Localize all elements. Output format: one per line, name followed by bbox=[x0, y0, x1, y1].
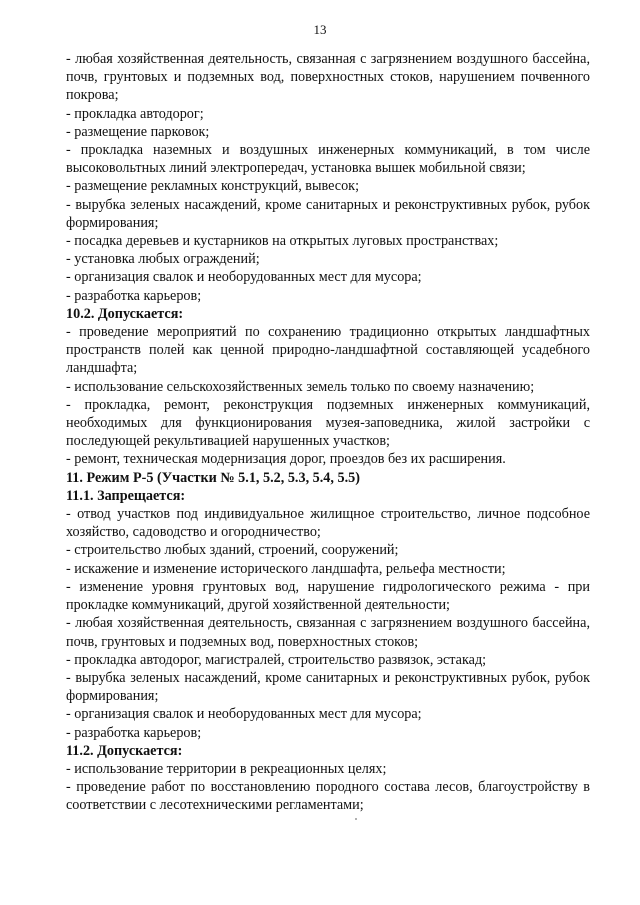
list-item: - использование территории в рекреационных целях; bbox=[66, 760, 387, 777]
list-item: - разработка карьеров; bbox=[66, 287, 202, 304]
list-item: - прокладка наземных и воздушных инженерных коммуникаций, в том числе высоковольтных линий электропередач, установка вышек мобильной связи; bbox=[66, 142, 590, 177]
section-heading: 11. Режим Р-5 (Участки № 5.1, 5.2, 5.3, 5.4, 5.5) bbox=[66, 469, 360, 486]
list-item: - размещение рекламных конструкций, вывесок; bbox=[66, 178, 360, 195]
section-heading: 11.1. Запрещается: bbox=[66, 487, 186, 504]
list-item: - изменение уровня грунтовых вод, нарушение гидрологического режима - при прокладке коммуникаций, другой хозяйственной деятельности; bbox=[66, 578, 590, 614]
scan-speck bbox=[355, 818, 357, 820]
document-body bbox=[66, 50, 590, 815]
list-item: - прокладка автодорог, магистралей, строительство развязок, эстакад; bbox=[66, 651, 487, 668]
list-item: - посадка деревьев и кустарников на открытых луговых пространствах; bbox=[66, 233, 499, 250]
list-item: - любая хозяйственная деятельность, связанная с загрязнением воздушного бассейна, почв, грунтовых и подземных вод, поверхностных стоков, нарушением почвенного покрова; bbox=[66, 51, 590, 104]
list-item: - проведение мероприятий по сохранению традиционно открытых ландшафтных пространств полей как ценной природно-ландшафтной составляющей усадебного ландшафта; bbox=[66, 324, 590, 377]
list-item: - отвод участков под индивидуальное жилищное строительство, личное подсобное хозяйство, садоводство и огородничество; bbox=[66, 506, 590, 541]
list-item: - строительство любых зданий, строений, сооружений; bbox=[66, 542, 399, 559]
section-heading: 11.2. Допускается: bbox=[66, 742, 183, 759]
list-item: - организация свалок и необорудованных мест для мусора; bbox=[66, 269, 422, 286]
list-item: - использование сельскохозяйственных земель только по своему назначению; bbox=[66, 378, 535, 395]
list-item: - проведение работ по восстановлению породного состава лесов, благоустройству в соответствии с лесотехническими регламентами; bbox=[66, 779, 590, 814]
list-item: - организация свалок и необорудованных мест для мусора; bbox=[66, 706, 422, 723]
list-item: - искажение и изменение исторического ландшафта, рельефа местности; bbox=[66, 560, 506, 577]
list-item: - установка любых ограждений; bbox=[66, 251, 260, 268]
list-item: - разработка карьеров; bbox=[66, 724, 202, 741]
page-number: 13 bbox=[313, 22, 327, 37]
list-item: - прокладка автодорог; bbox=[66, 105, 204, 122]
list-item: - вырубка зеленых насаждений, кроме санитарных и реконструктивных рубок, рубок формирования; bbox=[66, 196, 590, 231]
list-item: - любая хозяйственная деятельность, связанная с загрязнением воздушного бассейна, почв, грунтовых и подземных вод, поверхностных стоков; bbox=[66, 615, 590, 650]
list-item: - ремонт, техническая модернизация дорог, проездов без их расширения. bbox=[66, 451, 506, 468]
list-item: - размещение парковок; bbox=[66, 123, 210, 140]
list-item: - прокладка, ремонт, реконструкция подземных инженерных коммуникаций, необходимых для функционирования музея-заповедника, жилой застройки с последующей рекультивацией нарушенных участков; bbox=[66, 396, 590, 450]
section-heading: 10.2. Допускается: bbox=[66, 305, 184, 322]
list-item: - вырубка зеленых насаждений, кроме санитарных и реконструктивных рубок, рубок формирования; bbox=[66, 669, 590, 705]
